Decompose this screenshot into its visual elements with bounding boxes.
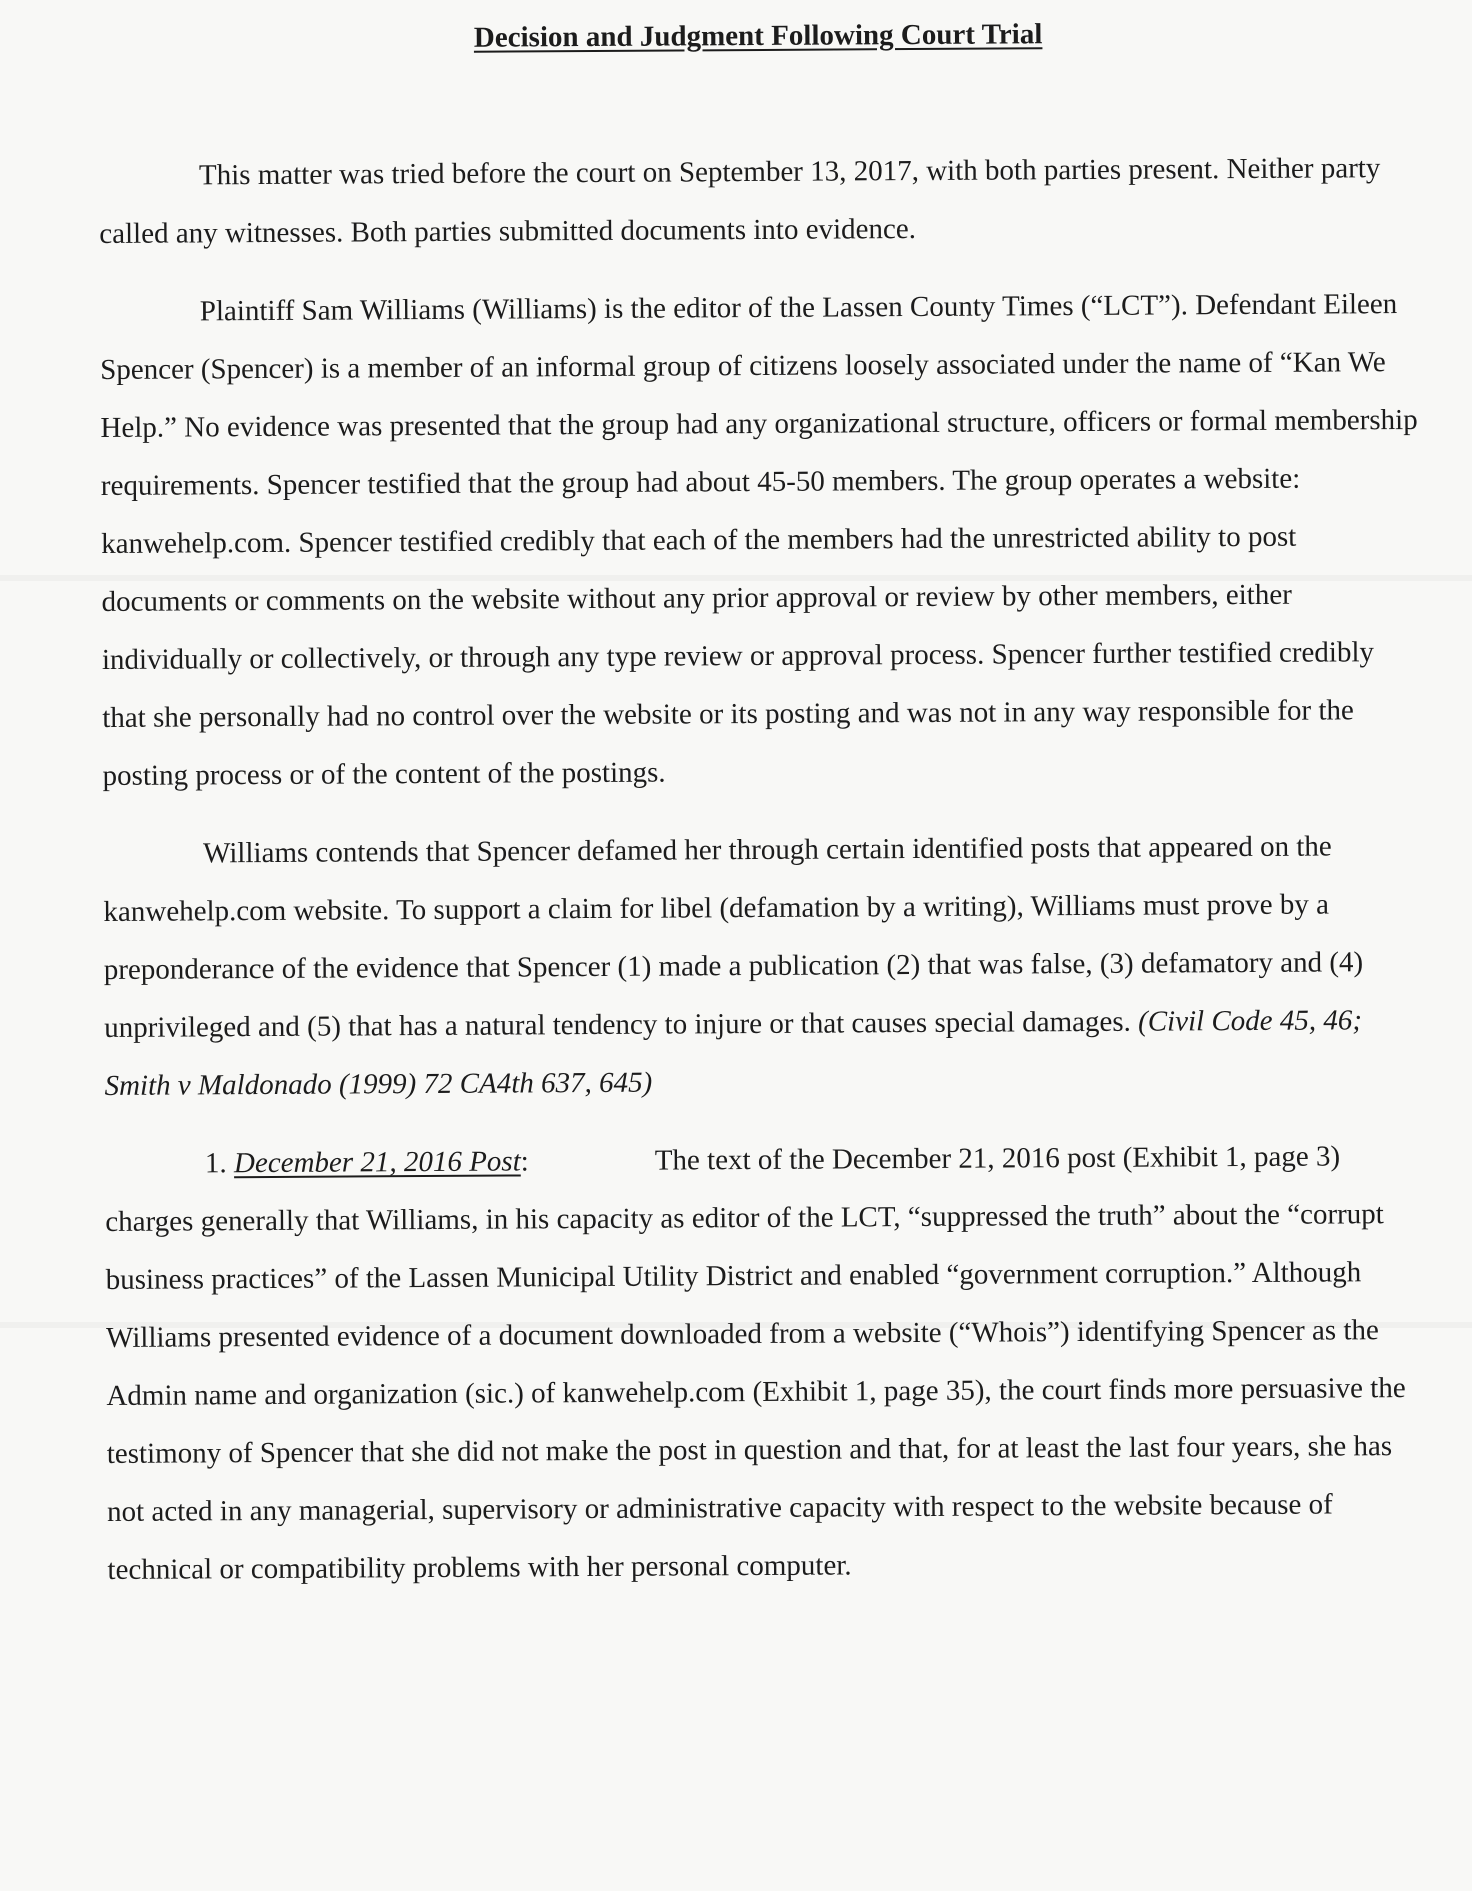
section-colon: :: [520, 1145, 529, 1178]
paragraph-trial-summary: This matter was tried before the court on September 13, 2017, with both parties present. Neither party called any witnesses. Both parties submitted documents into evidence.: [99, 152, 1381, 250]
december-post-text: The text of the December 21, 2016 post (Exhibit 1, page 3) charges generally that Williams, in his capacity as editor of the LCT, “suppressed the truth” about the “corrupt business practices” of the Lassen Municipal Utility District and enabled “government corruption.” Although Williams presented evidence of a document downloaded from a website (“Whois”) identifying Spencer as the Admin name and organization (sic.) of kanwehelp.com (Exhibit 1, page 35), the court finds more persuasive the testimony of Spencer that she did not make the post in question and that, for at least the last four years, she has not acted in any managerial, supervisory or administrative capacity with respect to the website because of technical or compatibility problems with her personal computer.: [105, 1140, 1406, 1586]
section-heading: December 21, 2016 Post: [233, 1145, 521, 1180]
legal-citation: (Civil Code 45, 46; Smith v Maldonado (1999) 72 CA4th 637, 645): [104, 1004, 1363, 1102]
libel-claim-text: Williams contends that Spencer defamed her through certain identified posts that appeared on the kanwehelp.com website. To support a claim for libel (defamation by a writing), Williams must prove by a preponderance of the evidence that Spencer (1) made a publication (2) that was false, (3) defamatory and (4) unprivileged and (5) that has a natural tendency to injure or that causes special damages.: [103, 830, 1364, 1044]
document-body: [98, 10, 1428, 1607]
document-title: Decision and Judgment Following Court Trial: [473, 18, 1043, 54]
paragraph-parties: Plaintiff Sam Williams (Williams) is the editor of the Lassen County Times (“LCT”). Defendant Eileen Spencer (Spencer) is a member of an informal group of citizens loosely associated under the name of “Kan We Help.” No evidence was presented that the group had any organizational structure, officers or formal membership requirements. Spencer testified that the group had about 45-50 members. The group operates a website: kanwehelp.com. Spencer testified credibly that each of the members had the unrestricted ability to post documents or comments on the website without any prior approval or review by other members, either individually or collectively, or through any type review or approval process. Spencer further testified credibly that she personally had no control over the website or its posting and was not in any way responsible for the posting process or of the content of the postings.: [100, 288, 1418, 792]
paragraph-libel-claim: [103, 817, 1425, 1115]
paragraph-december-post: [105, 1127, 1428, 1599]
section-number: 1.: [204, 1147, 227, 1180]
